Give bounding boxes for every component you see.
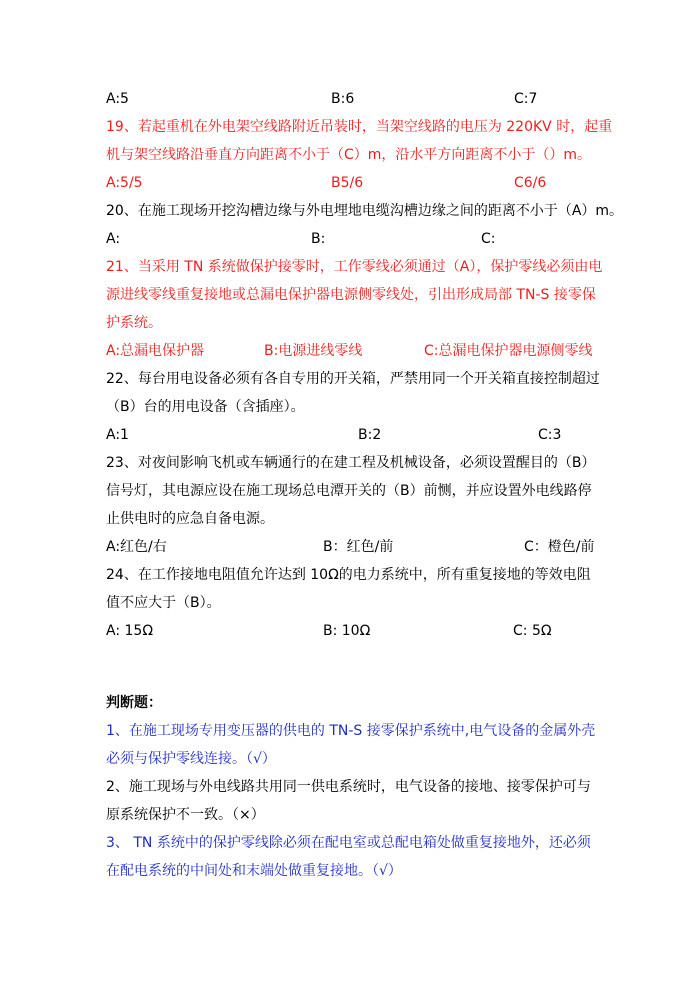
q23-option-a: A:红色/右 [106,539,167,555]
q18-option-b: B:6 [331,91,355,107]
q21-option-a: A:总漏电保护器 [106,343,205,359]
q20-option-a: A: [106,231,121,247]
q22-option-b: B:2 [358,427,382,443]
q19-option-c: C6/6 [514,175,547,191]
q22-option-a: A:1 [106,427,129,443]
q21-option-b: B:电源进线零线 [264,343,363,359]
q20-option-b: B: [311,231,326,247]
q23-option-c: C：橙色/前 [524,539,595,555]
q20-option-c: C: [481,231,496,247]
q18-option-a: A:5 [106,91,129,107]
q21-option-c: C:总漏电保护器电源侧零线 [424,343,593,359]
q24-option-b: B: 10Ω [323,623,371,639]
q19-option-b: B5/6 [331,175,364,191]
q22-option-c: C:3 [538,427,562,443]
q21-text-line1: 21、当采用 TN 系统做保护接零时，工作零线必须通过（A），保护零线必须由电 [106,259,603,275]
q23-text-line3: 止供电时的应急自备电源。 [106,511,274,527]
q22-text-line2: （B）台的用电设备（含插座）。 [106,399,305,415]
judge-2-line1: 2、施工现场与外电线路共用同一供电系统时，电气设备的接地、接零保护可与 [106,779,591,795]
judge-heading: 判断题： [106,695,162,711]
q24-option-a: A: 15Ω [106,623,154,639]
q24-text-line2: 值不应大于（B）。 [106,595,221,611]
q21-text-line3: 护系统。 [106,315,162,331]
q20-text-line1: 20、在施工现场开挖沟槽边缘与外电埋地电缆沟槽边缘之间的距离不小于（A）m。 [106,203,624,219]
q23-text-line1: 23、对夜间影响飞机或车辆通行的在建工程及机械设备，必须设置醒目的（B） [106,455,596,471]
judge-3-line2: 在配电系统的中间处和末端处做重复接地。（√） [106,863,402,879]
judge-3-line1: 3、 TN 系统中的保护零线除必须在配电室或总配电箱处做重复接地外，还必须 [106,835,591,851]
judge-2-line2: 原系统保护不一致。（×） [106,807,265,823]
q19-option-a: A:5/5 [106,175,143,191]
judge-1-line1: 1、在施工现场专用变压器的供电的 TN-S 接零保护系统中,电气设备的金属外壳 [106,723,596,739]
q22-text-line1: 22、每台用电设备必须有各自专用的开关箱，严禁用同一个开关箱直接控制超过 [106,371,600,387]
judge-1-line2: 必须与保护零线连接。（√） [106,751,276,767]
q24-option-c: C: 5Ω [513,623,552,639]
q23-text-line2: 信号灯，其电源应设在施工现场总电潭开关的（B）前恻，并应设置外电线路停 [106,483,592,499]
q19-text-line2: 机与架空线路沿垂直方向距离不小于（C）m，沿水平方向距离不小于（）m。 [106,147,592,163]
q21-text-line2: 源进线零线重复接地或总漏电保护器电源侧零线处，引出形成局部 TN-S 接零保 [106,287,596,303]
q24-text-line1: 24、在工作接地电阻值允许达到 10Ω的电力系统中，所有重复接地的等效电阻 [106,567,591,583]
q18-option-c: C:7 [514,91,538,107]
q23-option-b: B：红色/前 [323,539,394,555]
q19-text-line1: 19、若起重机在外电架空线路附近吊装时，当架空线路的电压为 220KV 时，起重 [106,119,613,135]
